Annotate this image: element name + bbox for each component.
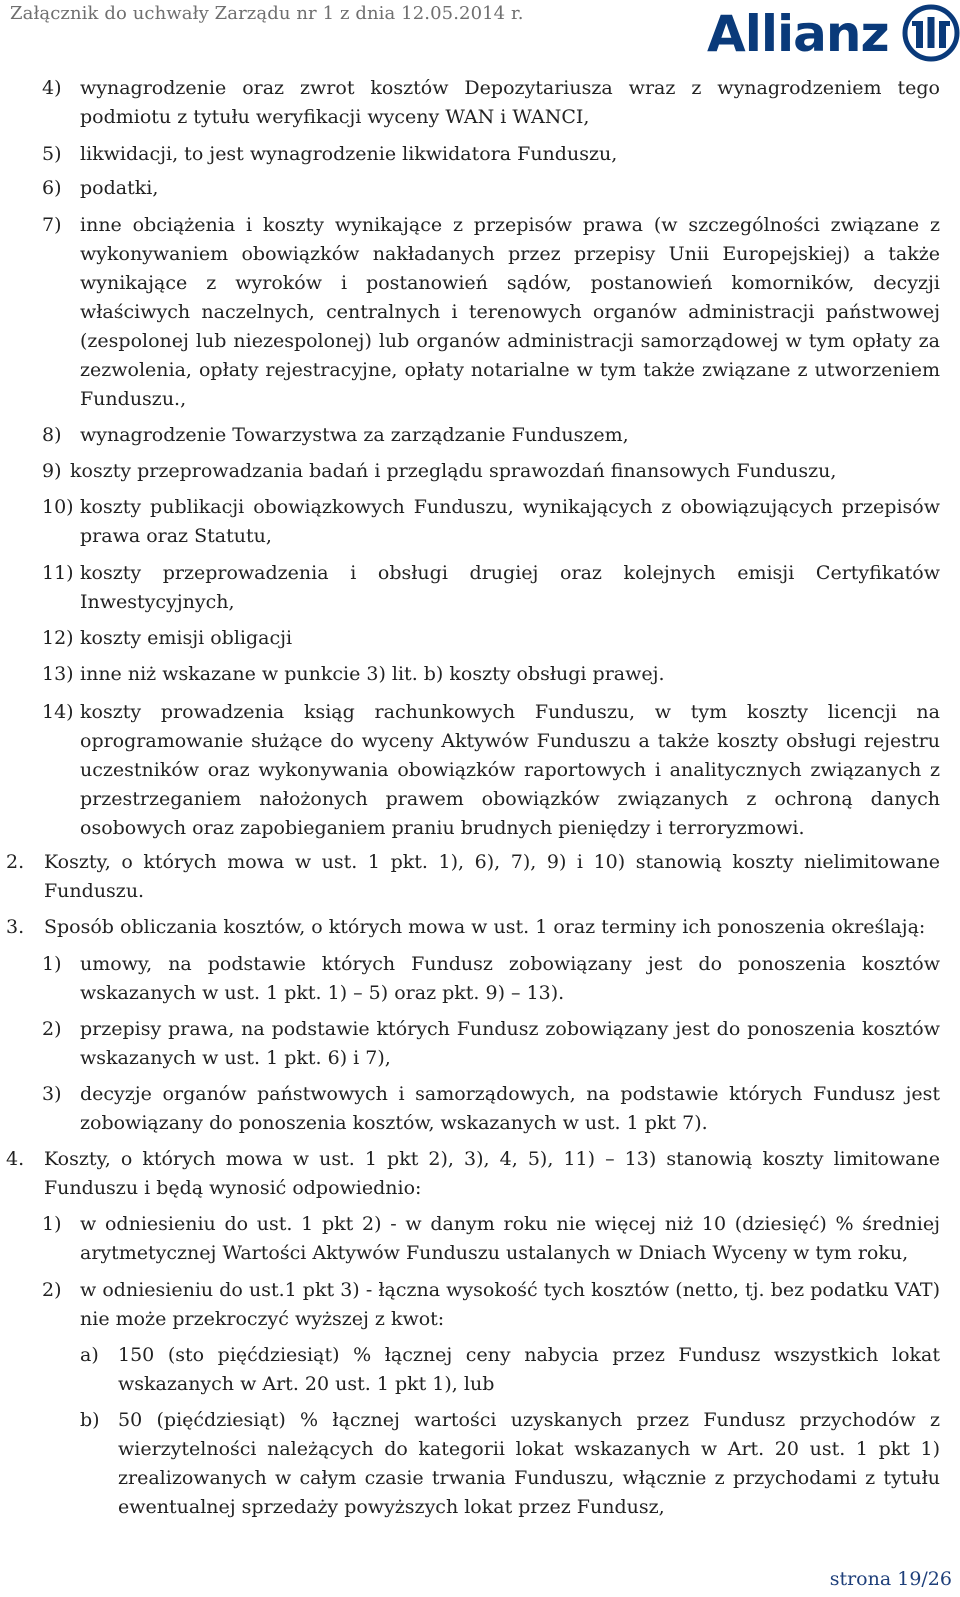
allianz-logo [707, 4, 957, 68]
list-item: 11) koszty przeprowadzenia i obsługi drugiej oraz kolejnych emisji Certyfikatów Inwestycyjnych, [42, 562, 940, 613]
list-item: 3) decyzje organów państwowych i samorządowych, na podstawie których Fundusz jest zobowiązany do ponoszenia kosztów, wskazanych w ust. 1 pkt 7). [42, 1083, 940, 1134]
logo-text: Allianz [707, 5, 889, 63]
list-item: 6) podatki, [42, 177, 159, 199]
list-item: 2) przepisy prawa, na podstawie których Fundusz zobowiązany jest do ponoszenia kosztów wskazanych w ust. 1 pkt. 6) i 7), [42, 1018, 940, 1069]
list-item: 14) koszty prowadzenia ksiąg rachunkowych Funduszu, w tym koszty licencji na oprogramowanie służące do wyceny Aktywów Funduszu a także koszty obsługi rejestru uczestników oraz wykonywania obowiązków raportowych i analitycznych związanych z przestrzeganiem nałożonych prawem obowiązków związanych z ochroną danych osobowych oraz zapobieganiem praniu brudnych pieniędzy i terroryzmowi. [42, 701, 940, 839]
page-number: strona 19/26 [829, 1568, 952, 1590]
list-item: 12) koszty emisji obligacji [42, 627, 293, 649]
sub-list-item: a) 150 (sto pięćdziesiąt) % łącznej ceny nabycia przez Fundusz wszystkich lokat wskazanych w Art. 20 ust. 1 pkt 1), lub [80, 1344, 940, 1395]
list-item: 10) koszty publikacji obowiązkowych Funduszu, wynikających z obowiązujących przepisów prawa oraz Statutu, [42, 496, 940, 547]
list-item: 4) wynagrodzenie oraz zwrot kosztów Depozytariusza wraz z wynagrodzeniem tego podmiotu z tytułu weryfikacji wyceny WAN i WANCI, [42, 77, 940, 128]
section-item: 4. Koszty, o których mowa w ust. 1 pkt 2), 3), 4, 5), 11) – 13) stanowią koszty limitowane Funduszu i będą wynosić odpowiednio: [6, 1148, 940, 1199]
sub-list-item: b) 50 (pięćdziesiąt) % łącznej wartości uzyskanych przez Fundusz przychodów z wierzytelności należących do kategorii lokat wskazanych w Art. 20 ust. 1 pkt 1) zrealizowanych w całym czasie trwania Funduszu, włącznie z przychodami z tytułu ewentualnej sprzedaży powyższych lokat przez Fundusz, [80, 1409, 940, 1518]
section-item: 2. Koszty, o których mowa w ust. 1 pkt. 1), 6), 7), 9) i 10) stanowią koszty nielimitowane Funduszu. [6, 851, 940, 902]
section-item: 3. Sposób obliczania kosztów, o których mowa w ust. 1 oraz terminy ich ponoszenia określają: [6, 916, 926, 938]
list-item: 7) inne obciążenia i koszty wynikające z przepisów prawa (w szczególności związane z wykonywaniem obowiązków nakładanych przez przepisy Unii Europejskiej) a także wynikające z wyroków i postanowień sądów, postanowień komorników, decyzji właściwych naczelnych, centralnych i terenowych organów administracji państwowej (zespolonej lub niezespolonej) lub organów administracji samorządowej w tym opłaty za zezwolenia, opłaty rejestracyjne, opłaty notarialne w tym także związane z utworzeniem Funduszu., [42, 214, 940, 410]
list-item: 9) koszty przeprowadzania badań i przeglądu sprawozdań finansowych Funduszu, [42, 460, 837, 482]
list-item: 13) inne niż wskazane w punkcie 3) lit. b) koszty obsługi prawej. [42, 663, 665, 685]
allianz-eagle-icon [902, 4, 960, 62]
document-header: Załącznik do uchwały Zarządu nr 1 z dnia 12.05.2014 r. [10, 3, 524, 24]
list-item: 1) umowy, na podstawie których Fundusz zobowiązany jest do ponoszenia kosztów wskazanych w ust. 1 pkt. 1) – 5) oraz pkt. 9) – 13). [42, 953, 940, 1004]
list-item: 1) w odniesieniu do ust. 1 pkt 2) - w danym roku nie więcej niż 10 (dziesięć) % średniej arytmetycznej Wartości Aktywów Funduszu ustalanych w Dniach Wyceny w tym roku, [42, 1213, 940, 1264]
list-item: 8) wynagrodzenie Towarzystwa za zarządzanie Funduszem, [42, 424, 629, 446]
list-item: 5) likwidacji, to jest wynagrodzenie likwidatora Funduszu, [42, 143, 618, 165]
list-item: 2) w odniesieniu do ust.1 pkt 3) - łączna wysokość tych kosztów (netto, tj. bez podatku VAT) nie może przekroczyć wyższej z kwot: [42, 1279, 940, 1330]
